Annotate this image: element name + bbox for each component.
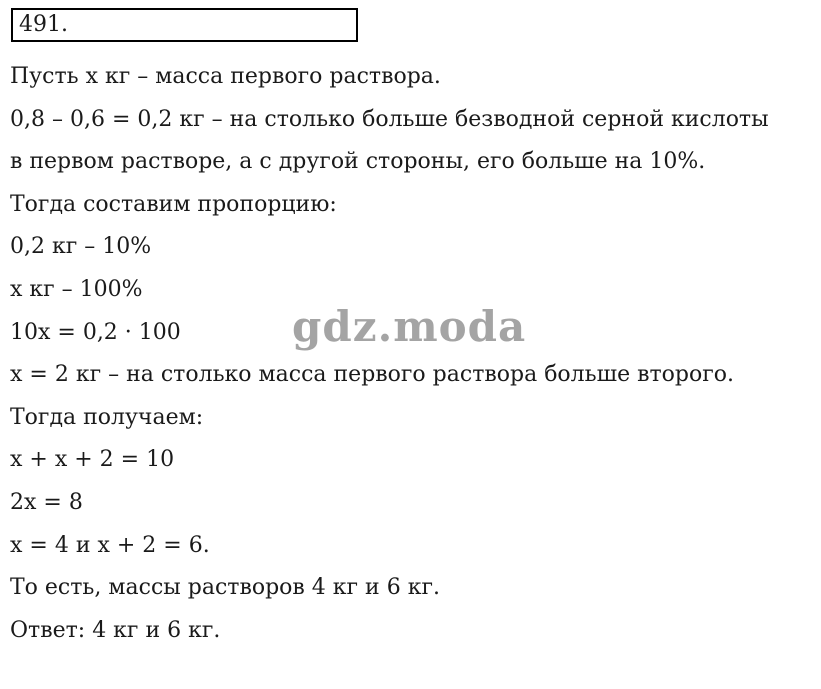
solution-line-1: Пусть x кг – масса первого раствора. — [10, 64, 441, 89]
watermark-logo: gdz.moda — [292, 302, 527, 351]
answer-line: Ответ: 4 кг и 6 кг. — [10, 617, 221, 643]
solution-line-11: 2x = 8 — [10, 489, 83, 515]
solution-line-12: x = 4 и x + 2 = 6. — [10, 532, 210, 558]
solution-text — [10, 56, 815, 652]
solution-line-6: x кг – 100% — [10, 276, 143, 302]
solution-line-13: То есть, массы растворов 4 кг и 6 кг. — [10, 575, 440, 601]
problem-number-box — [11, 8, 358, 42]
solution-line-9: Тогда получаем: — [10, 404, 204, 430]
solution-line-7: 10x = 0,2 · 100 — [10, 319, 181, 345]
problem-number: 491. — [19, 12, 68, 37]
solution-line-3: в первом растворе, а с другой стороны, его больше на 10%. — [10, 149, 706, 175]
solution-line-5: 0,2 кг – 10% — [10, 234, 152, 260]
solution-line-10: x + x + 2 = 10 — [10, 447, 175, 473]
solution-line-4: Тогда составим пропорцию: — [10, 191, 337, 217]
solution-line-8: x = 2 кг – на столько масса первого раствора больше второго. — [10, 362, 734, 388]
solution-line-2: 0,8 – 0,6 = 0,2 кг – на столько больше безводной серной кислоты — [10, 106, 769, 132]
